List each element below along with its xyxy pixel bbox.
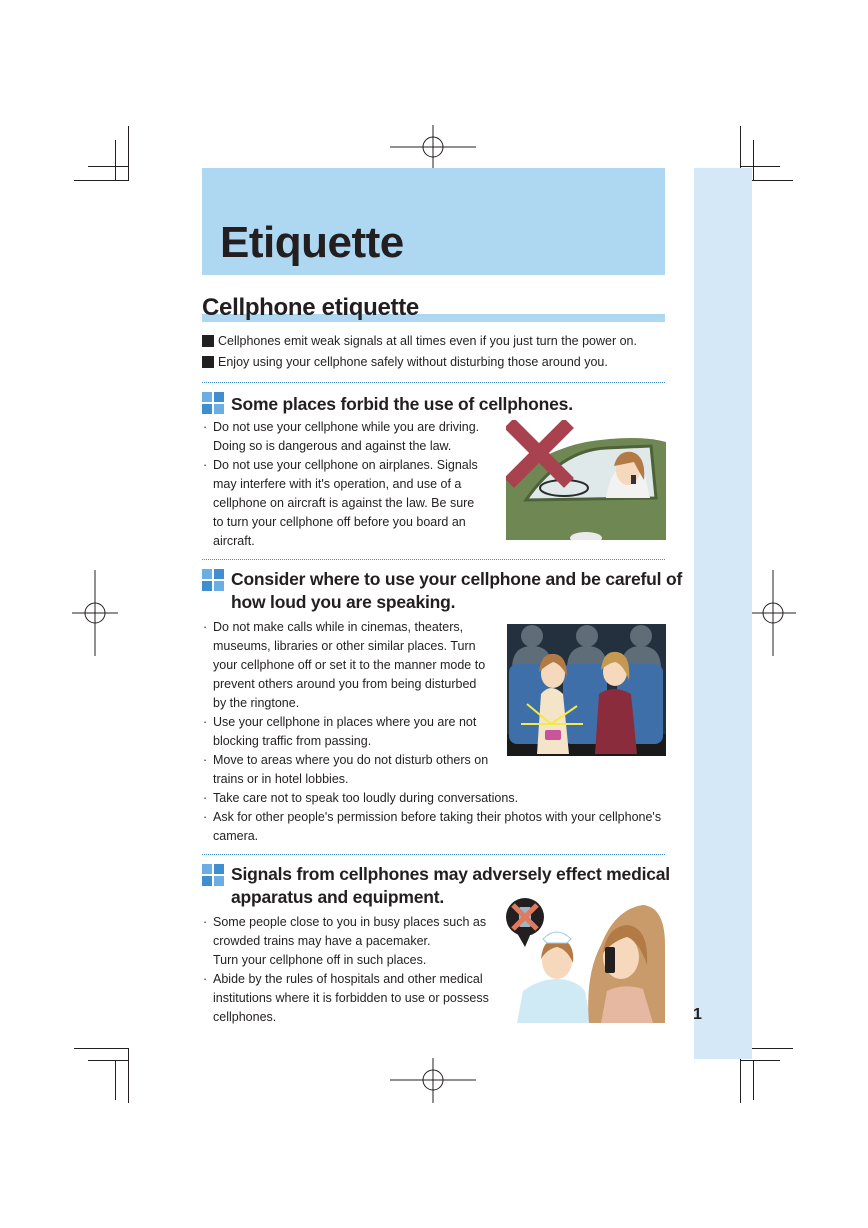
- section-icon: [202, 392, 224, 414]
- bullet-list: [202, 418, 492, 551]
- nurse-and-caller-illustration: [503, 895, 667, 1023]
- square-bullet-icon: [202, 335, 214, 347]
- intro-line: Enjoy using your cellphone safely without disturbing those around you.: [202, 355, 608, 369]
- list-item: · Abide by the rules of hospitals and other medical institutions where it is forbidden to use or possess cellphones.: [202, 970, 492, 1027]
- list-item: · Use your cellphone in places where you are not blocking traffic from passing.: [202, 713, 662, 751]
- registration-mark-top: [390, 125, 476, 170]
- list-item: · Ask for other people's permission before taking their photos with your cellphone's camera.: [202, 808, 662, 846]
- section-heading: Cellphone etiquette: [202, 294, 419, 321]
- registration-mark-left: [72, 570, 118, 656]
- list-item: · Do not use your cellphone on airplanes. Signals may interfere with it's operation, and use of a cellphone on aircraft is against the law. Be sure to turn your cellphone off before you board an aircraft.: [202, 456, 492, 551]
- side-tab: [694, 168, 752, 1059]
- dotted-divider: [202, 854, 665, 855]
- driving-woman-illustration: [506, 420, 666, 540]
- square-bullet-icon: [202, 356, 214, 368]
- no-phone-bubble-icon: [506, 898, 544, 947]
- bullet-list: [202, 913, 492, 1027]
- list-item: · Some people close to you in busy places such as crowded trains may have a pacemaker. Turn your cellphone off in such places.: [202, 913, 492, 970]
- title-banner: [202, 168, 665, 275]
- page-number: 1: [693, 1006, 702, 1023]
- dotted-divider: [202, 559, 665, 560]
- section-icon: [202, 864, 224, 886]
- registration-mark-right: [750, 570, 796, 656]
- ringing-phone-icon: [545, 730, 561, 740]
- cinema-illustration: [507, 624, 666, 756]
- list-item: · Do not make calls while in cinemas, theaters, museums, libraries or other similar places. Turn your cellphone off or set it to the manner mode to prevent others around you from being disturbed by the ringtone.: [202, 618, 662, 713]
- intro-line: Cellphones emit weak signals at all times even if you just turn the power on.: [202, 334, 637, 348]
- list-item: · Take care not to speak too loudly during conversations.: [202, 789, 662, 808]
- section-title: Signals from cellphones may adversely effect medical apparatus and equipment.: [231, 864, 670, 907]
- dotted-divider: [202, 382, 665, 383]
- section-title: Some places forbid the use of cellphones.: [231, 394, 573, 414]
- section-title: Consider where to use your cellphone and be careful of how loud you are speaking.: [231, 569, 683, 612]
- list-item: · Do not use your cellphone while you are driving. Doing so is dangerous and against the law.: [202, 418, 492, 456]
- section-icon: [202, 569, 224, 591]
- list-item: · Move to areas where you do not disturb others on trains or in hotel lobbies.: [202, 751, 662, 789]
- page-title: Etiquette: [220, 218, 404, 267]
- registration-mark-bottom: [390, 1058, 476, 1103]
